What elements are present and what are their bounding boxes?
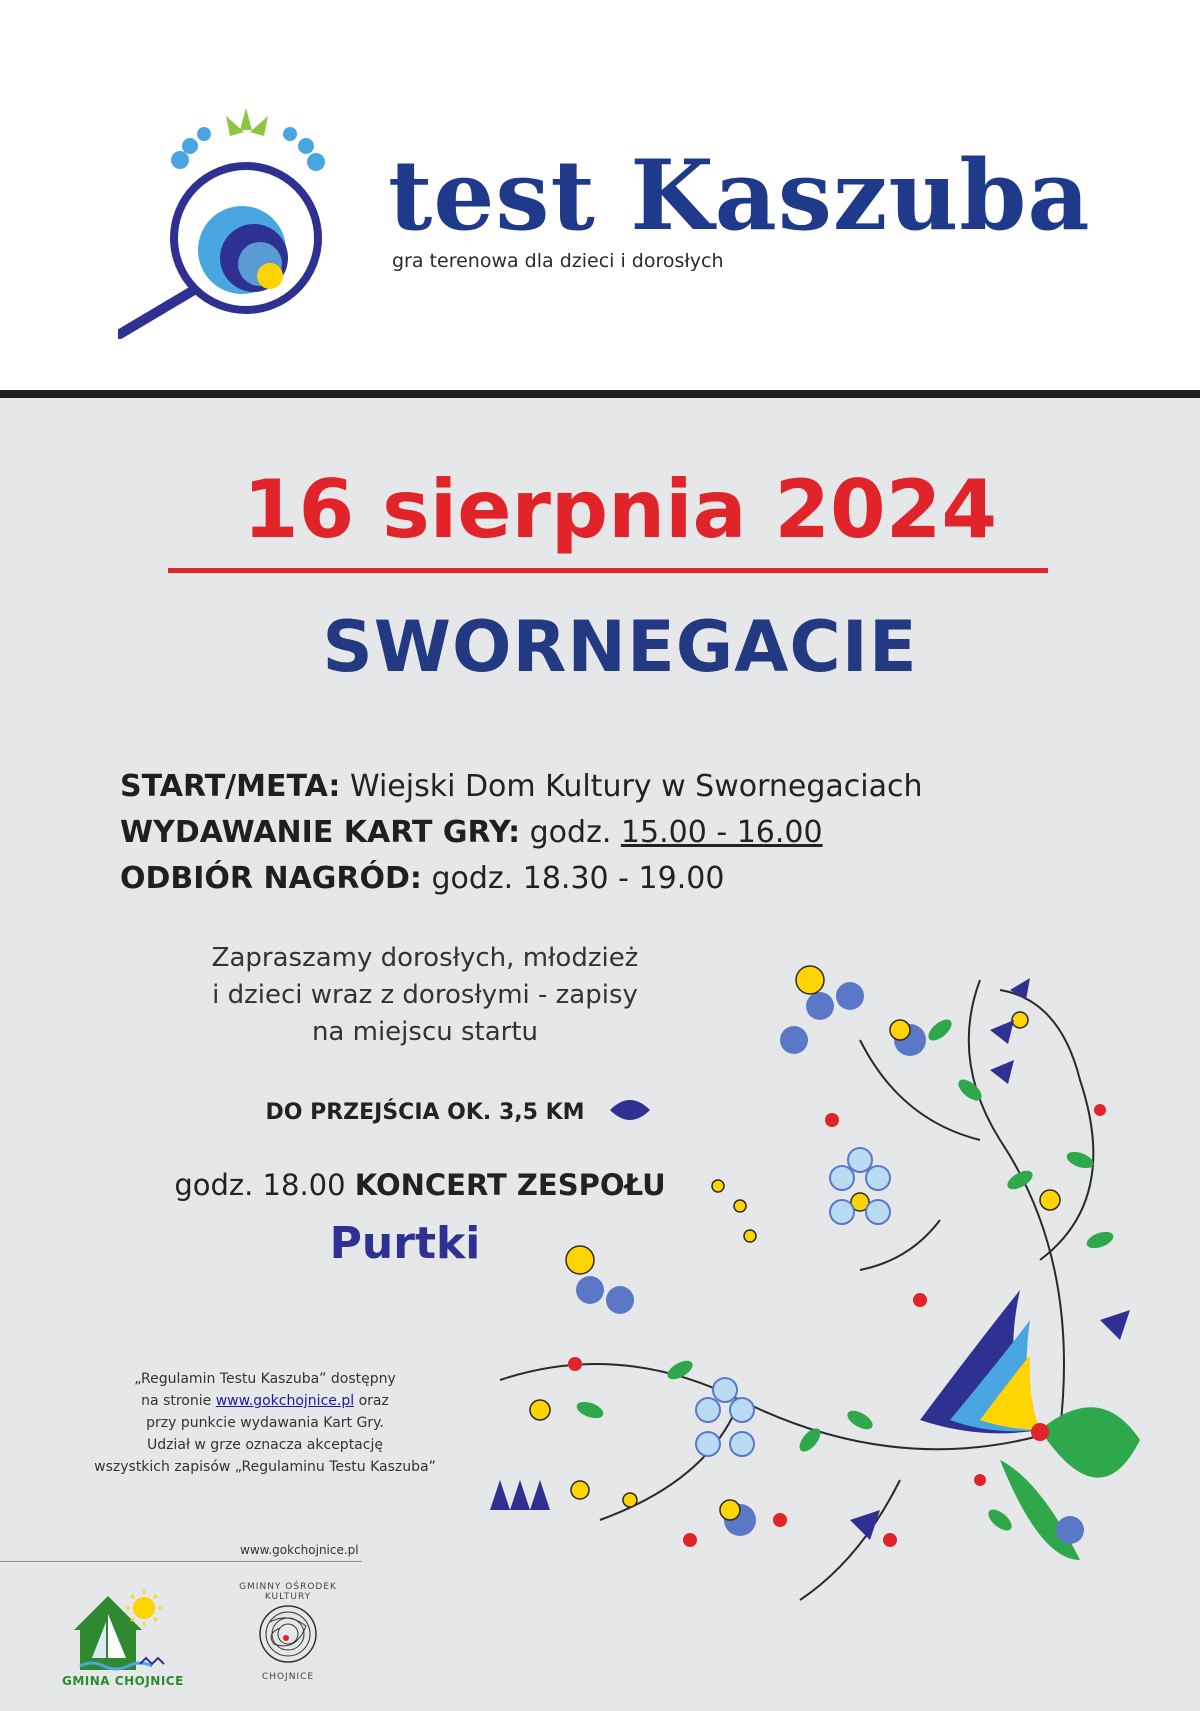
event-date: 16 sierpnia 2024 [242,463,998,556]
invite-line: Zapraszamy dorosłych, młodzież [211,943,639,973]
rules-suffix: oraz [358,1393,389,1409]
start-label: START/META: [120,769,341,804]
magnifier-logo-icon [118,98,378,348]
rules-line: przy punkcie wydawania Kart Gry. [146,1415,384,1431]
rules-line: wszystkich zapisów „Regulaminu Testu Kaszuba” [94,1459,436,1475]
rules-note [70,1368,460,1478]
gok-ring-bottom: CHOJNICE [261,1672,315,1682]
prizes-label: ODBIÓR NAGRÓD: [120,861,422,896]
date-underline [168,568,1048,573]
cards-line [120,810,923,856]
invite-line: i dzieci wraz z dorosłymi - zapisy [212,980,638,1010]
prizes-value: godz. 18.30 - 19.00 [431,861,725,896]
event-details [120,764,923,902]
header-divider [0,390,1200,398]
rules-line: „Regulamin Testu Kaszuba” dostępny [134,1371,396,1387]
gmina-house-logo-icon [64,1586,194,1680]
kashubian-floral-ornament-icon [480,960,1180,1660]
concert-label: KONCERT ZESPOŁU [354,1168,666,1202]
gmina-label: GMINA CHOJNICE [62,1674,184,1688]
event-place: SWORNEGACIE [322,606,918,688]
concert-time: godz. 18.00 [174,1168,346,1202]
cards-time: 15.00 - 16.00 [620,815,823,850]
footer-website[interactable]: www.gokchojnice.pl [240,1543,359,1557]
invite-line: na miejscu startu [311,1017,539,1047]
gok-ring-top: GMINNY OŚRODEK KULTURY [239,1582,337,1602]
start-value: Wiejski Dom Kultury w Swornegaciach [349,769,923,804]
distance-text: DO PRZEJŚCIA OK. 3,5 KM [265,1100,585,1125]
rules-line: Udział w grze oznacza akceptację [147,1437,383,1453]
logo-title: test Kaszuba [388,139,1091,252]
band-name: Purtki [329,1218,481,1269]
rules-link[interactable]: www.gokchojnice.pl [215,1393,355,1409]
rules-line [70,1390,460,1412]
prizes-line [120,856,923,902]
logo-subtitle: gra terenowa dla dzieci i dorosłych [392,250,724,272]
rules-prefix: na stronie [141,1393,212,1409]
start-line [120,764,923,810]
cards-prefix: godz. [529,815,612,850]
footer-divider [0,1561,362,1562]
cards-label: WYDAWANIE KART GRY: [120,815,521,850]
